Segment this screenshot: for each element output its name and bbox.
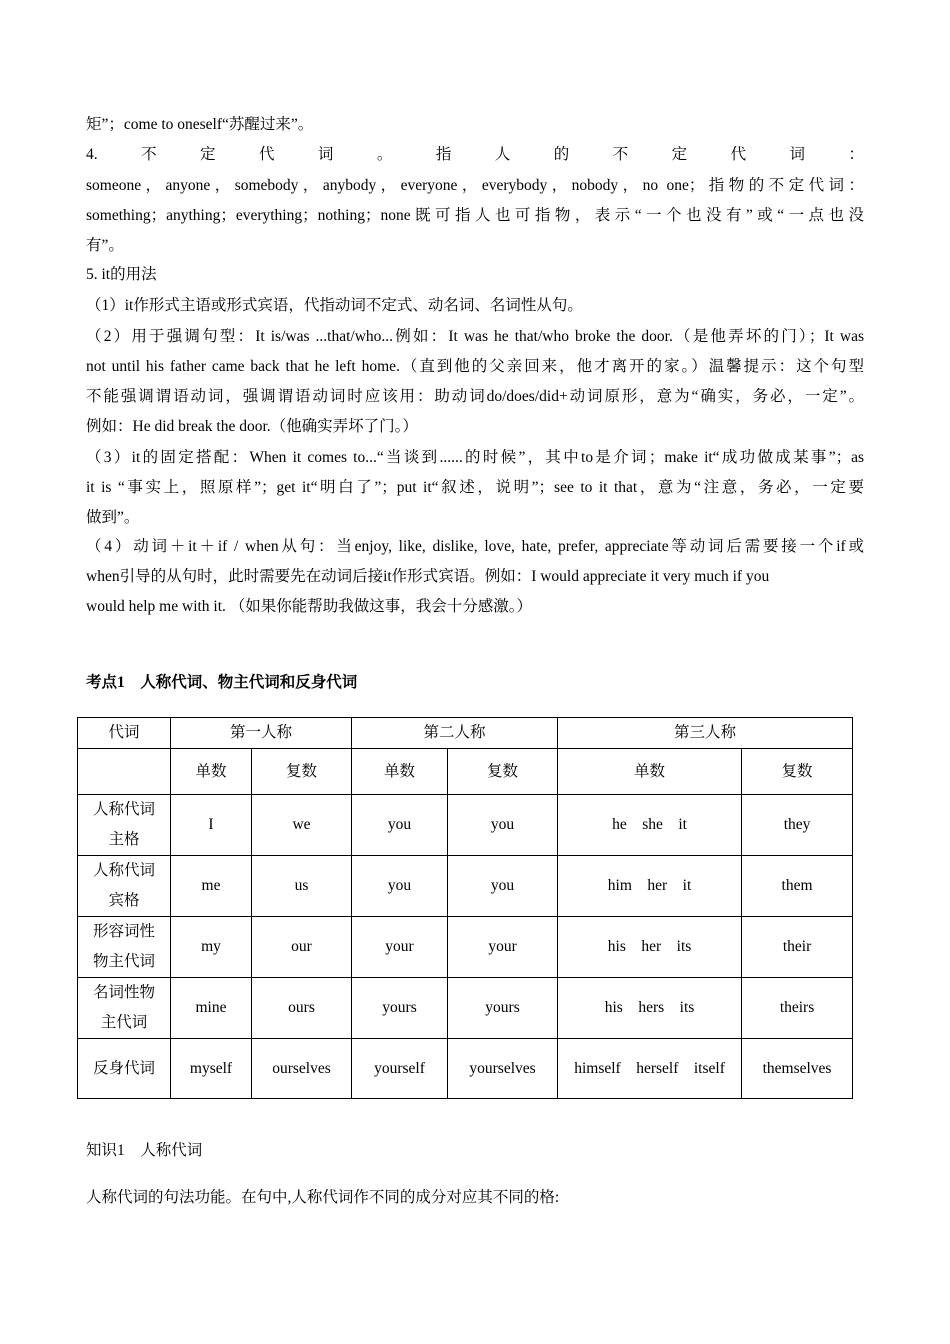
table-row <box>78 856 853 917</box>
table-header-cell: 第一人称 <box>171 718 352 749</box>
table-cell: themselves <box>742 1039 853 1099</box>
text-line: when引导的从句时，此时需要先在动词后接it作形式宾语。例如：I would appreciate it very much if you <box>86 568 770 585</box>
table-subheader-cell <box>78 749 171 795</box>
table-cell: yourself <box>352 1039 448 1099</box>
row-label <box>78 917 171 978</box>
table-cell: yours <box>448 978 558 1039</box>
knowledge-heading: 知识1 人称代词 <box>86 1142 203 1159</box>
text-line: 5. it的用法 <box>86 266 157 283</box>
table-cell: theirs <box>742 978 853 1039</box>
table-row <box>78 1039 853 1099</box>
text-line: it is “事实上，照原样”；get it“明白了”；put it“叙述，说明”；see to it that，意为“注意，务必，一定要 <box>86 479 864 496</box>
row-label-line: 主代词 <box>100 1014 148 1031</box>
text-line: would help me with it. （如果你能帮助我做这事，我会十分感激。） <box>86 598 533 615</box>
table-header-cell: 代词 <box>78 718 171 749</box>
row-label <box>78 795 171 856</box>
table-header-row <box>78 718 853 749</box>
table-cell: him her it <box>558 856 742 917</box>
section-heading: 考点1 人称代词、物主代词和反身代词 <box>86 674 358 691</box>
table-cell: you <box>352 856 448 917</box>
text-line: （4）动词＋it＋if / when从句：当enjoy, like, dislike, love, hate, prefer, appreciate等动词后需要接一个if或 <box>86 538 864 555</box>
row-label <box>78 978 171 1039</box>
row-label-line: 宾格 <box>108 892 140 909</box>
text-line: 做到”。 <box>86 509 140 526</box>
table-cell: ourselves <box>252 1039 352 1099</box>
table-cell: himself herself itself <box>558 1039 742 1099</box>
table-cell: my <box>171 917 252 978</box>
table-cell: mine <box>171 978 252 1039</box>
table-row <box>78 917 853 978</box>
text-line: 人称代词的句法功能。在句中,人称代词作不同的成分对应其不同的格: <box>86 1189 560 1206</box>
pronoun-table <box>77 717 853 1099</box>
table-cell: your <box>352 917 448 978</box>
table-cell: he she it <box>558 795 742 856</box>
table-cell: his her its <box>558 917 742 978</box>
table-cell: they <box>742 795 853 856</box>
table-row <box>78 795 853 856</box>
row-label-line: 形容词性 <box>92 923 155 940</box>
table-header-cell: 第三人称 <box>558 718 853 749</box>
text-line: 例如：He did break the door.（他确实弄坏了门。） <box>86 418 418 435</box>
table-cell: ours <box>252 978 352 1039</box>
table-cell: I <box>171 795 252 856</box>
text-line: 不能强调谓语动词，强调谓语动词时应该用：助动词do/does/did+动词原形，意为“确实，务必，一定”。 <box>86 388 864 405</box>
text-line: someone，anyone，somebody，anybody，everyone，everybody，nobody，no one；指物的不定代词： <box>86 177 864 194</box>
table-cell: you <box>448 856 558 917</box>
row-label-line: 人称代词 <box>92 862 155 879</box>
table-subheader-row <box>78 749 853 795</box>
text-line: 矩”；come to oneself“苏醒过来”。 <box>86 116 314 133</box>
table-cell: myself <box>171 1039 252 1099</box>
table-subheader-cell: 复数 <box>252 749 352 795</box>
table-cell: them <box>742 856 853 917</box>
text-line: 有”。 <box>86 237 124 254</box>
row-label-line: 主格 <box>108 831 140 848</box>
text-line: 4.不定代词。指人的不定代词： <box>86 146 864 163</box>
table-subheader-cell: 单数 <box>352 749 448 795</box>
table-subheader-cell: 单数 <box>558 749 742 795</box>
table-cell: yours <box>352 978 448 1039</box>
row-label-line: 名词性物 <box>92 984 155 1001</box>
text-line: not until his father came back that he left home.（直到他的父亲回来，他才离开的家。）温馨提示：这个句型 <box>86 358 864 375</box>
row-label <box>78 856 171 917</box>
table-row <box>78 978 853 1039</box>
row-label-line: 物主代词 <box>92 953 155 970</box>
row-label: 反身代词 <box>78 1039 171 1099</box>
table-cell: you <box>352 795 448 856</box>
table-subheader-cell: 单数 <box>171 749 252 795</box>
table-cell: we <box>252 795 352 856</box>
table-cell: your <box>448 917 558 978</box>
table-cell: you <box>448 795 558 856</box>
text-line: （2）用于强调句型：It is/was ...that/who...例如：It was he that/who broke the door.（是他弄坏的门）；It was <box>86 328 864 345</box>
row-label-line: 人称代词 <box>92 801 155 818</box>
table-cell: us <box>252 856 352 917</box>
table-cell: yourselves <box>448 1039 558 1099</box>
table-cell: his hers its <box>558 978 742 1039</box>
text-line: （1）it作形式主语或形式宾语，代指动词不定式、动名词、名词性从句。 <box>86 297 583 314</box>
table-cell: our <box>252 917 352 978</box>
text-line: something；anything；everything；nothing；none既可指人也可指物，表示“一个也没有”或“一点也没 <box>86 207 864 224</box>
table-cell: their <box>742 917 853 978</box>
table-cell: me <box>171 856 252 917</box>
table-subheader-cell: 复数 <box>448 749 558 795</box>
text-line: （3）it的固定搭配：When it comes to...“当谈到......的时候”，其中to是介词；make it“成功做成某事”；as <box>86 449 864 466</box>
table-subheader-cell: 复数 <box>742 749 853 795</box>
table-header-cell: 第二人称 <box>352 718 558 749</box>
